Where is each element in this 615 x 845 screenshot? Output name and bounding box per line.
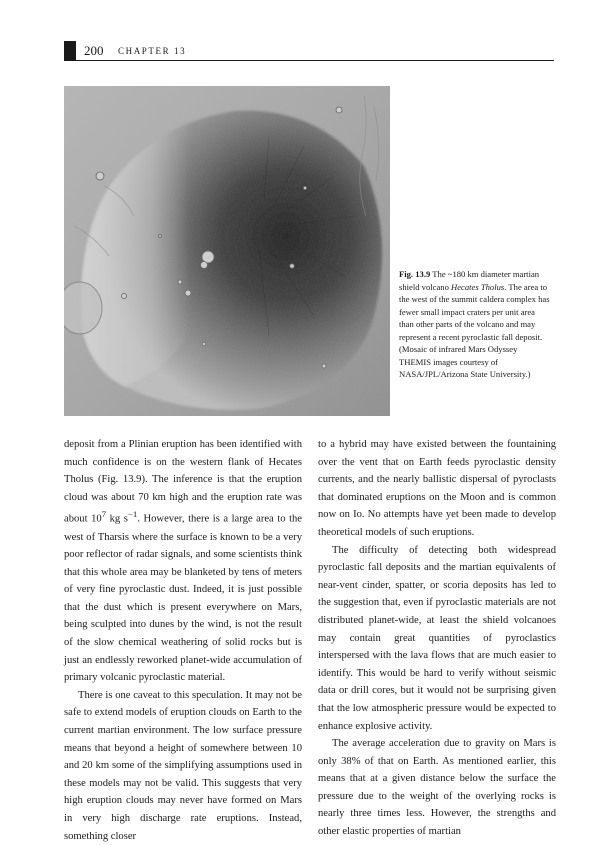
paragraph-text: . However, there is a large area to the west of Tharsis where the surface is known to be a very poor reflector of radar signals, and some scientists think that this whole area may be blanketed by tens of meters of very fine pyroclastic dust. Indeed, it is just possible that the dust which is present everywhere on Mars, being sculpted into dunes by the wind, is not the result of the slow chemical weathering of solid rocks but is just an endlessly reworked planet-wide accumulation of primary volcanic pyroclastic material.	[64, 513, 303, 684]
paragraph: The difficulty of detecting both widespread pyroclastic fall deposits and the martian equivalents of near-vent cinder, spatter, or scoria deposits has led to the suggestion that, even if pyroclastic materials are not distributed planet-wide, at least the shield volcanoes may contain great quantities of pyroclastics interspersed with the lava flows that are much easier to identify. This would be hard to verify without seismic data or drill cores, but it would not be surprising given that the low atmospheric pressure would be expected to enhance explosive activity.	[318, 544, 556, 732]
figure-caption	[399, 268, 551, 381]
paragraph: There is one caveat to this speculation. It may not be safe to extend models of eruption clouds on Earth to the current martian environment. The low surface pressure means that beyond a height of somewhere between 10 and 20 km some of the simplifying assumptions used in these models may not be valid. This suggests that very high eruption clouds may never have formed on Mars in very high discharge rate eruptions. Instead, something closer	[64, 689, 302, 842]
paragraph-text: kg s	[106, 513, 128, 525]
chapter-label: CHAPTER 13	[118, 46, 187, 56]
page-number: 200	[84, 43, 104, 58]
caption-volcano-name: Hecates Tholus	[451, 281, 505, 292]
paragraph	[64, 436, 302, 687]
body-column-right	[318, 436, 556, 841]
paragraph: to a hybrid may have existed between the fountaining over the vent that on Earth feeds pyroclastic density currents, and the nearly ballistic dispersal of pyroclasts that dominated eruptions on the Moon and is common now on Io. No attempts have yet been made to develop theoretical models of such eruptions.	[318, 439, 556, 538]
body-column-left	[64, 436, 302, 845]
paragraph: The average acceleration due to gravity on Mars is only 38% of that on Earth. As mentioned earlier, this means that at a given distance below the surface the pressure due to the weight of the overlying rocks is nearly three times less. However, the strengths and other elastic properties of martian	[318, 738, 556, 838]
superscript: 7	[101, 509, 107, 520]
volcano-image-svg	[64, 86, 390, 416]
paragraph-text: deposit from a Plinian eruption has been identified with much confidence is on the western flank of Hecates Tholus (Fig. 13.9). The inference is that the eruption cloud was about 70 km high and the eruption rate was about 10	[64, 439, 302, 525]
header-bar	[64, 41, 76, 61]
caption-text-end: . The area to the west of the summit caldera complex has fewer small impact craters per unit area than other parts of the volcano and may represent a recent pyroclastic fall deposit. (Mosaic of infrared Mars Odyssey THEMIS images courtesy of NASA/JPL/Arizona State University.)	[399, 281, 550, 380]
running-header	[64, 40, 554, 62]
figure-image	[64, 86, 390, 416]
caption-label: Fig. 13.9	[399, 269, 431, 279]
superscript: −1	[127, 509, 138, 520]
caption-text-start: The ~180 km diameter martian shield volcano	[399, 269, 540, 292]
header-rule	[76, 60, 554, 61]
